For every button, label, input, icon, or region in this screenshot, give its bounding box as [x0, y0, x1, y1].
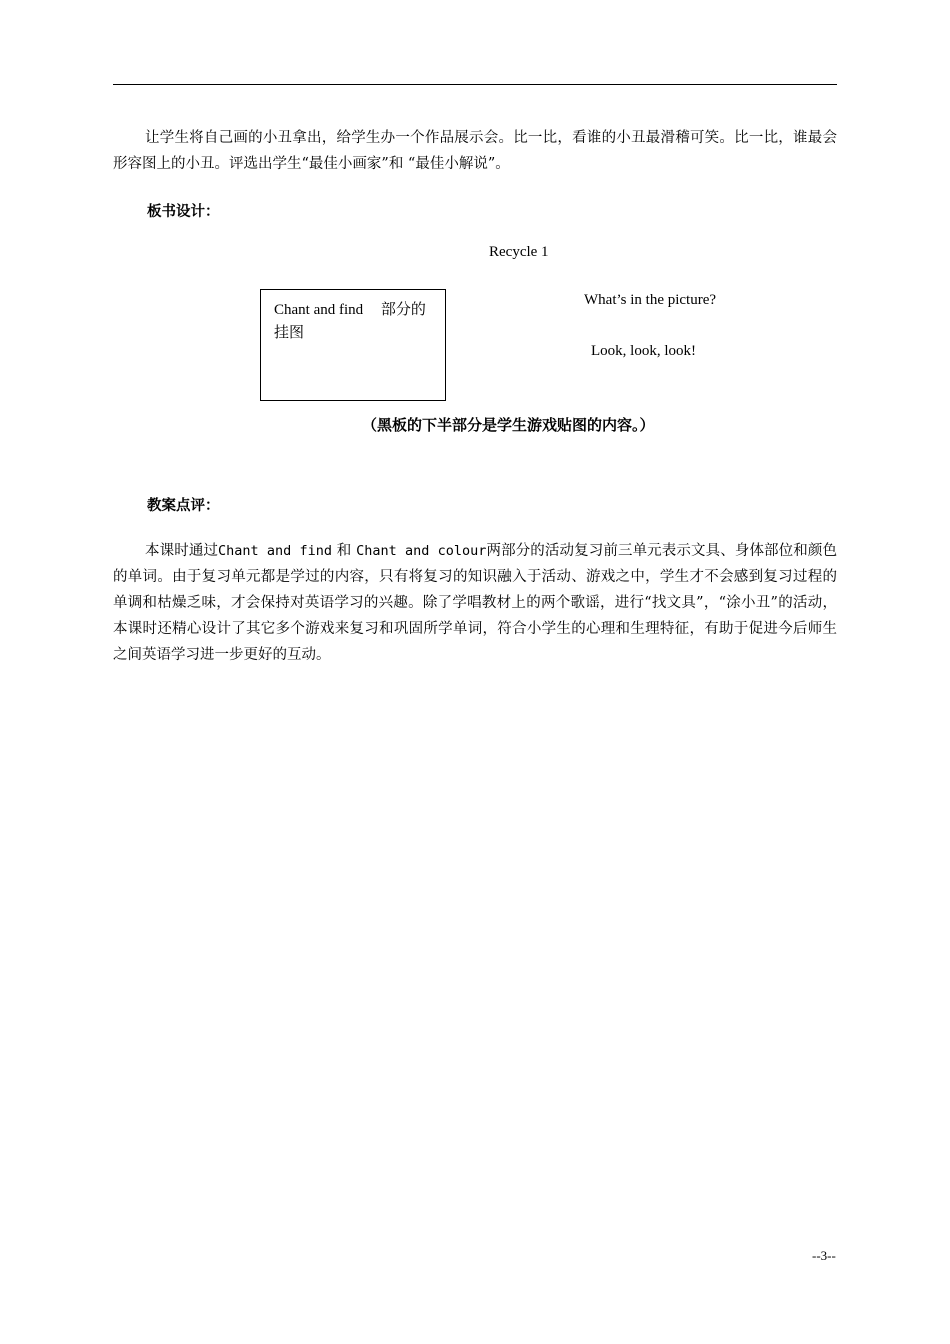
- board-box-chinese: 部分的挂图: [274, 302, 426, 341]
- board-design-heading: 板书设计：: [147, 203, 220, 220]
- comment-term-chant-find: Chant and find: [218, 543, 333, 559]
- comment-rest: 两部分的活动复习前三单元表示文具、身体部位和颜色的单词。由于复习单元都是学过的内容，只有将复习的知识融入于活动、游戏之中，学生才不会感到复习过程的单调和枯燥乏味，才会保持对英语学习的兴趣。除了学唱教材上的两个歌谣，进行“找文具”，“涂小丑”的活动，本课时还精心设计了其它多个游戏来复习和巩固所学单词，符合小学生的心理和生理特征，有助于促进今后师生之间英语学习进一步更好的互动。: [113, 543, 837, 663]
- comment-and: 和: [332, 543, 357, 559]
- board-box-english: Chant and find: [274, 302, 364, 318]
- page-number: --3--: [812, 1248, 836, 1263]
- board-look-line: Look, look, look!: [591, 343, 696, 359]
- comment-heading: 教案点评：: [147, 497, 220, 514]
- comment-paragraph: [113, 538, 837, 668]
- header-rule: [113, 84, 837, 85]
- intro-paragraph: 让学生将自己画的小丑拿出，给学生办一个作品展示会。比一比，看谁的小丑最滑稽可笑。比一比，谁最会形容图上的小丑。评选出学生“最佳小画家”和 “最佳小解说”。: [113, 130, 837, 172]
- comment-start: 本课时通过: [145, 543, 219, 559]
- board-question: What’s in the picture?: [584, 292, 717, 308]
- comment-term-chant-colour: Chant and colour: [356, 543, 487, 559]
- board-picture-box: [260, 289, 446, 401]
- board-note: （黑板的下半部分是学生游戏贴图的内容。）: [362, 416, 655, 434]
- board-title: Recycle 1: [489, 244, 549, 260]
